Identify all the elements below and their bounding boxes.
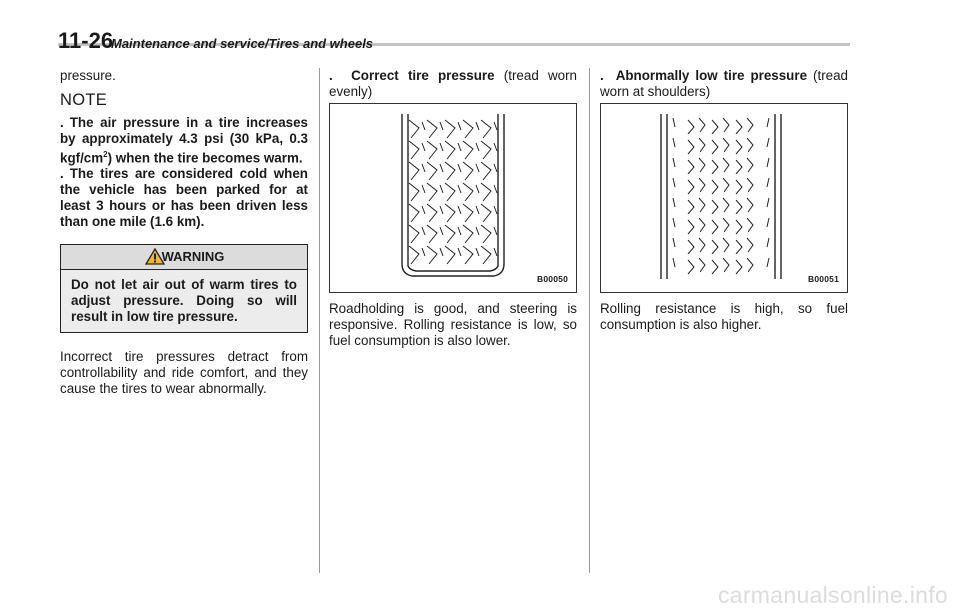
column-middle [329,68,577,349]
column-divider-1 [319,68,320,573]
page-header [58,30,850,52]
warning-text: Do not let air out of warm tires to adjust pressure. Doing so will result in low tire pressure. [61,270,307,332]
intro-text: pressure. [60,68,116,83]
note-heading: NOTE [60,91,108,109]
section-title: Maintenance and service/Tires and wheels [111,36,374,51]
note-item-text: The air pressure in a tire increases by approximately 4.3 psi (30 kPa, 0.3 kgf/cm [60,115,308,166]
column-left [60,68,308,397]
note-superscript: 2 [103,150,108,159]
note-item-text: The tires are considered cold when the vehicle has been parked for at least 3 hours or has been driven less than one mile (1.6 km). [60,166,308,230]
warning-label: WARNING [161,249,225,265]
column-right [600,68,848,333]
figure-title-bold: Abnormally low tire pressure [615,68,808,83]
figure-caption: Rolling resistance is high, so fuel consumption is also higher. [600,301,848,332]
figure-title: . Abnormally low tire pressure (tread worn at shoulders) [600,68,848,99]
warning-triangle-icon [145,248,165,265]
column-divider-2 [589,68,590,573]
watermark: carmanualsonline.info [717,582,948,608]
page-number: 11-26 [58,28,114,53]
warning-header [61,245,307,270]
figure-title-rest: (tread worn at shoulders) [600,68,848,99]
tire-figure-even-wear [329,103,577,293]
note-item: . The tires are considered cold when the vehicle has been parked for at least 3 hours or has been driven less than one mile (1.6 km). [60,166,308,230]
figure-title-bold: Correct tire pressure [351,68,495,83]
body-paragraph: Incorrect tire pressures detract from controllability and ride comfort, and they cause the tires to wear abnormally. [60,349,308,397]
note-item: . The air pressure in a tire increases by approximately 4.3 psi (30 kPa, 0.3 kgf/$cm^2$) when the tire becomes warm. [60,115,308,166]
figure-code: B00050 [537,274,568,284]
tire-tread-even-illustration [330,104,576,292]
figure-code: B00051 [808,274,839,284]
figure-title: . Correct tire pressure (tread worn evenly) [329,68,577,99]
figure-caption: Roadholding is good, and steering is responsive. Rolling resistance is low, so fuel consumption is also lower. [329,301,577,348]
note-item-tail: ) when the tire becomes warm. [107,150,303,166]
warning-box [60,244,308,333]
tire-tread-shoulder-illustration [601,104,847,292]
tire-figure-shoulder-wear [600,103,848,293]
figure-title-rest: (tread worn evenly) [329,68,577,99]
